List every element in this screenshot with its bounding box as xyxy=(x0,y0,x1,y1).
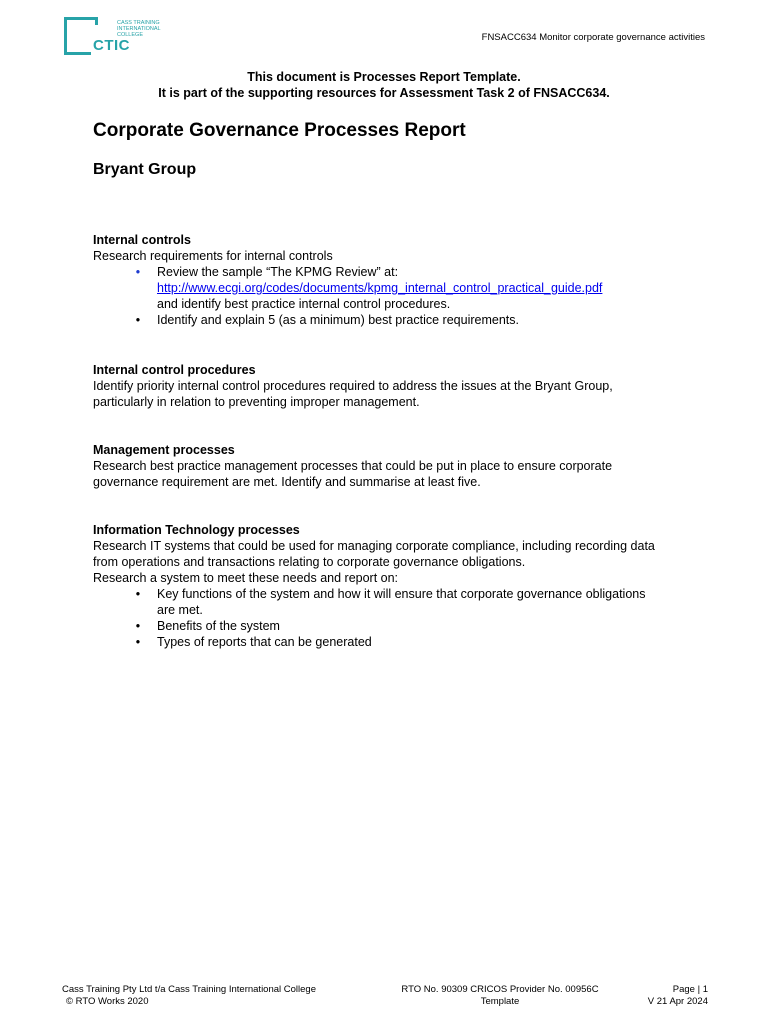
intro-note xyxy=(0,69,768,101)
section-heading: Internal controls xyxy=(93,233,191,247)
footer-page-version xyxy=(608,984,708,1008)
bullet-list xyxy=(93,264,713,328)
unit-title: FNSACC634 Monitor corporate governance activities xyxy=(481,32,705,43)
section-intro: Research requirements for internal controls xyxy=(93,249,333,263)
page-number: Page | 1 xyxy=(672,984,708,995)
section-text: from operations and transactions relating to corporate governance obligations. xyxy=(93,555,526,569)
section-text: particularly in relation to preventing improper management. xyxy=(93,395,420,409)
company-name: Bryant Group xyxy=(93,161,197,178)
bullet-icon: • xyxy=(135,587,141,601)
bullet-list xyxy=(93,586,713,650)
kpmg-guide-link[interactable]: http://www.ecgi.org/codes/documents/kpmg_internal_control_practical_guide.pdf xyxy=(157,281,603,295)
intro-line-2: It is part of the supporting resources for Assessment Task 2 of FNSACC634. xyxy=(158,86,610,100)
list-item: • Key functions of the system and how it will ensure that corporate governance obligations are met. xyxy=(93,586,713,618)
logo-college-name: CASS TRAINING INTERNATIONAL COLLEGE xyxy=(117,20,161,38)
section-text: Research best practice management processes that could be put in place to ensure corporate xyxy=(93,459,613,473)
bullet-icon: • xyxy=(135,619,141,633)
version: V 21 Apr 2024 xyxy=(647,996,708,1007)
section-heading: Internal control procedures xyxy=(93,363,256,377)
section-text: Research IT systems that could be used for managing corporate compliance, including recording data xyxy=(93,539,655,553)
intro-line-1: This document is Processes Report Template. xyxy=(247,70,521,84)
logo-abbreviation: CTIC xyxy=(93,37,130,54)
footer-registration: RTO No. 90309 CRICOS Provider No. 00956C Template xyxy=(401,984,599,1007)
footer-organisation: Cass Training Pty Ltd t/a Cass Training International College © RTO Works 2020 xyxy=(62,984,316,1007)
list-item: • Benefits of the system xyxy=(93,618,713,634)
bullet-icon: • xyxy=(135,265,141,279)
section-heading: Management processes xyxy=(93,443,235,457)
section-heading: Information Technology processes xyxy=(93,523,300,537)
list-item: • Types of reports that can be generated xyxy=(93,634,713,650)
section-text: governance requirement are met. Identify and summarise at least five. xyxy=(93,475,481,489)
list-item: • Identify and explain 5 (as a minimum) best practice requirements. xyxy=(93,312,713,328)
section-internal-control-procedures xyxy=(93,362,713,410)
college-logo xyxy=(64,17,172,59)
section-internal-controls xyxy=(93,232,713,328)
document-title: Corporate Governance Processes Report xyxy=(93,120,466,141)
bullet-icon: • xyxy=(135,635,141,649)
bullet-icon: • xyxy=(135,313,141,327)
section-it-processes xyxy=(93,522,713,650)
section-text: Research a system to meet these needs and report on: xyxy=(93,571,399,585)
section-text: Identify priority internal control procedures required to address the issues at the Bryant Group, xyxy=(93,379,613,393)
list-item: • Review the sample “The KPMG Review” at: http://www.ecgi.org/codes/documents/kpmg_internal_control_practical_guide.pdf and identify best practice internal control procedures. xyxy=(93,264,713,312)
section-management-processes xyxy=(93,442,713,490)
